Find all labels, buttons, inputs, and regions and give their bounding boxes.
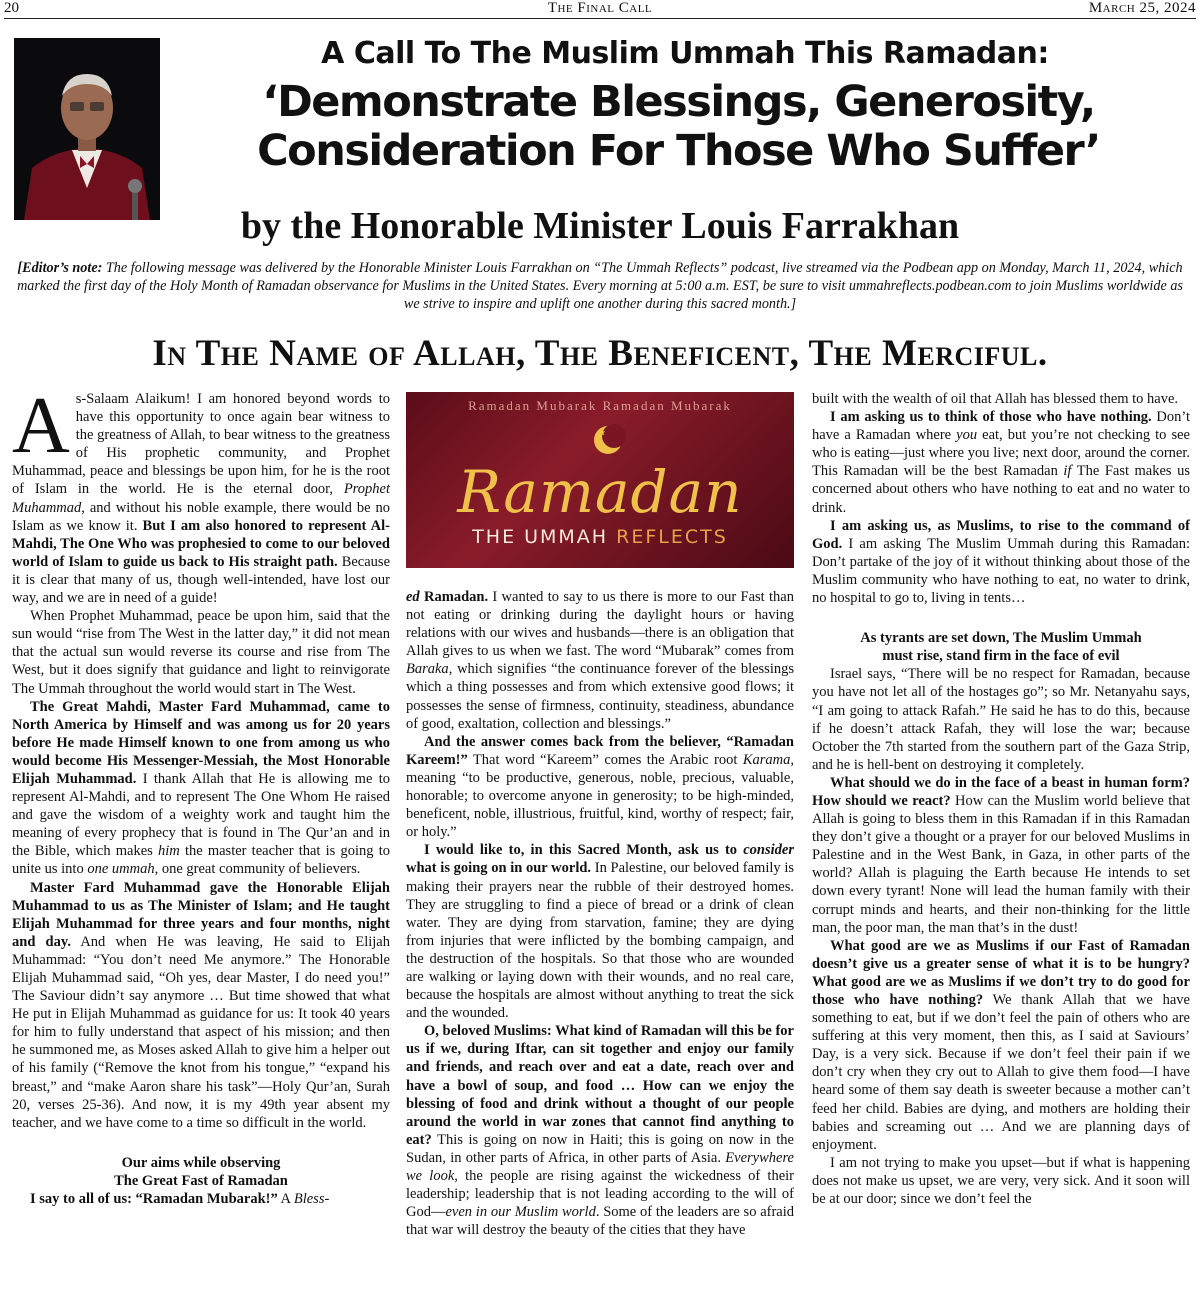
italic-run: ed <box>406 589 420 605</box>
banner-title: Ramadan <box>457 458 743 526</box>
paragraph <box>812 517 1190 607</box>
subheading-line: The Great Fast of Ramadan <box>114 1172 288 1189</box>
text-run: We thank Allah that we have something to eat, but if we don’t feel the pain of others who are suffering at this very moment, then this, as I said at Saviours’ Day, is a very sick. Because if we don’t feel their pain if we don’t cry when they cry out to Allah to give them food—I have heard some of them say death is sweeter because a mother can’t feed her child. Babies are dying, and mothers are holding their babies and screaming out … And we are planning days of enjoyment. <box>812 992 1190 1153</box>
paragraph <box>406 841 794 1022</box>
bold-run: What should we do in the face of a beast in human form? How should we react? <box>812 774 1190 809</box>
text-run: I wanted to say to us there is more to our Fast than not eating or drinking during the daylight hours or having relations with our wives and husbands—there is an obligation that Allah gives to us when we fast. The word “Mubarak” comes from <box>406 589 794 660</box>
text-run: Don’t have a Ramadan where <box>812 409 1190 444</box>
headline-line-1: ‘Demonstrate Blessings, Generosity, <box>262 77 1095 127</box>
editor-note <box>12 259 1188 313</box>
text-run: I thank Allah that He is allowing me to represent Al-Mahdi, and to represent The One Whom He raised and gave the wisdom of a weighty work and taught him the meaning of every prophecy that is found in The Qur’an and in the Bible, which makes <box>12 770 390 860</box>
paragraph: I am not trying to make you upset—but if what is happening does not make us upset, we are very, very sick. And it soon will be at our door; since we don’t feel the <box>812 1154 1190 1208</box>
italic-run: Everywhere we look <box>406 1149 794 1184</box>
paragraph <box>406 588 794 733</box>
text-run: That word “Kareem” comes the Arabic root <box>467 751 743 768</box>
editor-note-label: [Editor’s note: <box>17 260 103 276</box>
page-number: 20 <box>4 0 19 16</box>
bold-run: But I am also honored to represent Al-Mahdi, The One Who was prophesied to come to our beloved world of Islam to guide us back to His straight path. <box>12 517 390 570</box>
bold-run: And the answer comes back from the believer, “Ramadan Kareem!” <box>406 733 794 768</box>
italic-run: Bless- <box>293 1191 330 1208</box>
article-column-3 <box>812 390 1190 1208</box>
paragraph <box>12 698 390 879</box>
text-run: , meaning “to be productive, generous, noble, precious, valuable, honorable; to overcome anyone in generosity; to be high-minded, beneficent, noble, illustrious, fruitful, kind, worthy of respect; fair, or holy.” <box>406 751 794 841</box>
italic-run: even in our Muslim world <box>445 1204 596 1221</box>
italic-run: Baraka <box>406 661 449 678</box>
headline <box>165 78 1192 176</box>
byline: by the Honorable Minister Louis Farrakhan <box>240 205 960 247</box>
text-run: eat, but you’re not checking to see who is eating—just where you live; next door, around the corner. This Ramadan will be the best Ramadan <box>812 427 1190 480</box>
text-run: How can the Muslim world believe that Allah is going to bless them in this Ramadan if in this Ramadan they don’t give a thought or a prayer for our beloved Muslims in Palestine and in the West Bank, in Gaza, in other parts of the world? Allah is plaguing the Earth because He intends to set down every tyrant! None will lead the human family with their corrupt minds and hearts, and their non-thinking for the little man, the poor man, the man that’s in the dust! <box>812 792 1190 936</box>
author-photo <box>14 38 160 220</box>
article-column-1 <box>12 382 391 1208</box>
paragraph <box>12 382 391 607</box>
bold-run: I would like to, in this Sacred Month, ask us to <box>424 842 744 859</box>
crescent-moon-icon <box>590 422 626 458</box>
subheading <box>12 1154 390 1190</box>
italic-run: him <box>158 843 180 860</box>
paragraph: built with the wealth of oil that Allah has blessed them to have. <box>812 391 1179 407</box>
bold-run: Ramadan. <box>419 589 489 605</box>
text-run: the master teacher that is going to unite us into <box>12 843 391 878</box>
text-run: I am asking The Muslim Ummah during this Ramadan: Don’t partake of the joy of it without thinking about those of the Muslim community who have nothing to eat, no water to drink, no hospital to go to, living in tents… <box>812 535 1190 607</box>
bold-run: what is going on in our world. <box>406 860 592 877</box>
editor-note-text: The following message was delivered by the Honorable Minister Louis Farrakhan on “The Ummah Reflects” podcast, live streamed via the Podbean app on Monday, March 11, 2024, which marked the first day of the Holy Month of Ramadan observance for Muslims in the United States. Every morning at 5:00 a.m. EST, be sure to visit ummahreflects.podbean.com to join Muslims worldwide as we strive to inspire and uplift one another during this sacred month.] <box>17 260 1183 312</box>
drop-cap: A <box>12 382 70 470</box>
headline-kicker: A Call To The Muslim Ummah This Ramadan: <box>321 36 1049 71</box>
banner-subtitle-part: REFLECTS <box>616 526 728 548</box>
text-run: And when He was leaving, He said to Elijah Muhammad: “You don’t need Me anymore.” The Honorable Elijah Muhammad said, “Oh yes, dear Master, I do need you!” The Saviour didn’t say anymore … But time showed that what He put in Elijah Muhammad as guidance for us: It took 40 years for him to fully understand that aspect of his mission; and then he summoned me, as Moses asked Allah to give him a helper out of his family (“Remove the knot from his tongue,” “expand his breast,” and “make Aaron share his task”—Holy Qur’an, Surah 20, verses 25-36). And now, it is my 49th year absent my teacher, and we have come to a time so difficult in the world. <box>12 933 390 1131</box>
text-run: In Palestine, our beloved family is making their prayers near the rubble of their destroyed homes. They are struggling to find a piece of bread or a drink of clean water. They are dying from starvation, famine; they are dying from injuries that were inflicted by the bombing campaign, and the destruction of the hospitals. So that those who are wounded are walking or laying down with their wounds, and no real care, because the hospitals are almost without anything to treat the sick and the wounded. <box>406 860 794 1022</box>
italic-run: Karama <box>742 751 791 768</box>
bold-run: O, beloved Muslims: What kind of Ramadan will this be for us if we, during Iftar, can sit together and enjoy our family and friends, and reach over and eat a date, reach over and have a bowl of soup, and food … How can we enjoy the blessing of food and drink without a thought of our people around the world in war zones that cannot find anything to eat? <box>406 1023 794 1148</box>
headline-line-2: Consideration For Those Who Suffer’ <box>257 126 1100 176</box>
text-run: The Fast makes us concerned about others who have nothing to eat and no water to drink. <box>812 463 1191 516</box>
bold-run: What good are we as Muslims if our Fast of Ramadan doesn’t give us a greater sense of what it is to be hungry? What good are we as Muslims if we don’t try to do good for those who have nothing? <box>812 937 1190 1008</box>
text-run: , one great community of believers. <box>154 861 361 878</box>
subheading-line: As tyrants are set down, The Muslim Ummah <box>860 630 1142 647</box>
article-column-2 <box>406 588 794 1239</box>
subheading-line: must rise, stand firm in the face of evil <box>882 648 1120 665</box>
subheading-line: Our aims while observing <box>121 1154 281 1171</box>
text-run: . Some of the leaders are so afraid that war will destroy the beauty of the cities that they have <box>406 1204 795 1239</box>
paragraph <box>12 1190 390 1208</box>
paragraph: When Prophet Muhammad, peace be upon him, said that the sun would “rise from The West in the latter day,” it did not mean that the actual sun would reverse its course and rise from The West, but it does signify that guidance and light to reinvigorate The Ummah throughout the world would start in The West. <box>12 608 390 697</box>
italic-run: you <box>956 427 978 444</box>
text-run: s-Salaam Alaikum! I am honored beyond words to have this opportunity to once again bear witness to the greatness of Allah, to bear witness to the greatness of His prophetic community, and Prophet Muhammad, peace and blessings be upon him, for he is the root of Islam in the world. He is the eternal door, <box>12 391 390 498</box>
paragraph <box>406 733 794 842</box>
text-run: , the people are rising against the wickedness of their leadership; leadership that is not leading according to the will of God— <box>406 1168 794 1221</box>
text-run: Because it is clear that many of us, though well-intended, have lost our way, and we are in need of a guide! <box>12 553 391 607</box>
text-run: A <box>277 1191 294 1208</box>
bold-run: I say to all of us: “Ramadan Mubarak!” <box>30 1191 278 1208</box>
page-header <box>4 0 1196 19</box>
ramadan-banner-image <box>406 392 794 568</box>
paragraph <box>812 774 1190 937</box>
bold-run: I am asking us, as Muslims, to rise to the command of God. <box>812 517 1190 552</box>
paragraph <box>406 1022 794 1239</box>
bold-run: Master Fard Muhammad gave the Honorable Elijah Muhammad to us as The Minister of Islam; and He taught Elijah Muhammad for three years and four months, night and day. <box>12 879 390 950</box>
subheading <box>812 629 1190 665</box>
banner-strip-text: Ramadan Mubarak Ramadan Mubarak <box>468 398 732 413</box>
italic-run: Prophet Muhammad <box>12 481 390 516</box>
paragraph: Israel says, “There will be no respect for Ramadan, because you have not let all of the hostages go”; so Mr. Netanyahu says, “I am going to attack Rafah.” He said he has to do this, because if he doesn’t attack Rafah, they will lose the war; because October the 7th started from the southern part of the Gaza Strip, and he is hell-bent on destroying it completely. <box>812 666 1190 773</box>
italic-run: if <box>1063 463 1072 480</box>
publication-name: The Final Call <box>547 0 653 16</box>
bold-run: I am asking us to think of those who have nothing. <box>830 409 1152 426</box>
text-run: This is going on now in Haiti; this is going on now in the Sudan, in other parts of Africa, in other parts of Asia. <box>406 1131 794 1166</box>
banner-subtitle-part: THE UMMAH <box>472 526 609 548</box>
paragraph <box>812 937 1190 1154</box>
bold-italic-run: consider <box>743 842 794 859</box>
paragraph <box>812 408 1190 517</box>
invocation-heading: In The Name of Allah, The Beneficent, The Merciful. <box>152 333 1048 374</box>
issue-date: March 25, 2024 <box>1088 0 1196 16</box>
italic-run: one ummah <box>87 861 155 878</box>
text-run: , and without his noble example, there would be no Islam as we know it. <box>12 499 390 534</box>
author-portrait-illustration <box>14 38 160 220</box>
text-run: , which signifies “the continuance forever of the blessings which a thing possesses and from which extensive good flows; it possesses the sense of firmness, continuity, steadiness, abundance of good, exaltation, collection and blessings.” <box>406 661 794 732</box>
bold-run: The Great Mahdi, Master Fard Muhammad, came to North America by Himself and was among us for 20 years before He made Himself known to one from among us who would become His Messenger-Messiah, the Most Honorable Elijah Muhammad. <box>12 698 390 787</box>
banner-subtitle <box>406 526 794 548</box>
paragraph <box>12 879 390 1132</box>
